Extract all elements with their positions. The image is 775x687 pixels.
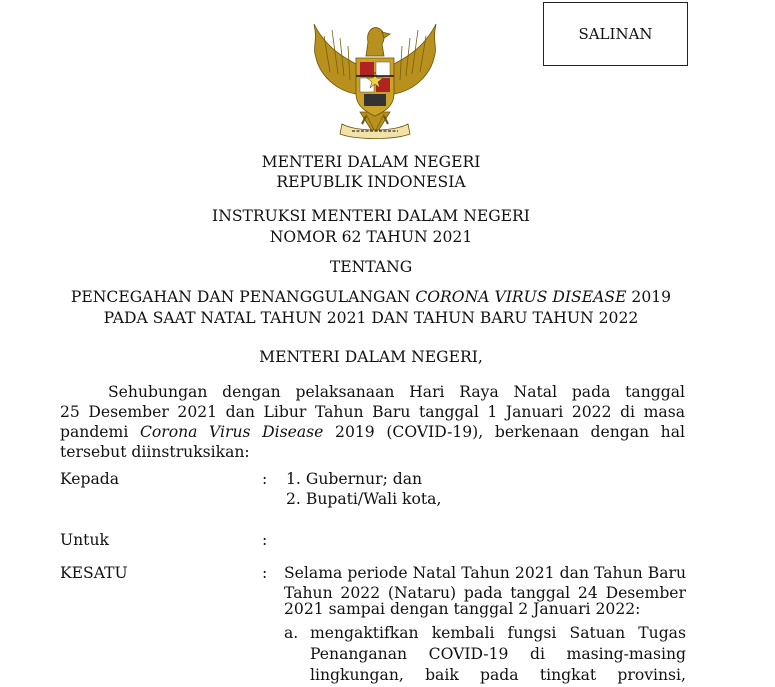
kepada-item-1	[286, 470, 422, 488]
preamble-line3	[60, 423, 685, 444]
salinan-stamp	[543, 2, 688, 66]
kesatu-item-a-line3: lingkungan, baik pada tingkat provinsi,	[310, 666, 686, 684]
preamble-line1: Sehubungan dengan pelaksanaan Hari Raya Natal pada tanggal	[108, 383, 685, 401]
kesatu-line1: Selama periode Natal Tahun 2021 dan Tahun Baru	[284, 564, 686, 582]
subject-line1	[0, 288, 742, 306]
subject-line1-a: PENCEGAHAN DAN PENANGGULANGAN	[70, 288, 416, 306]
kesatu-item-a-letter: a.	[284, 624, 299, 642]
garuda-emblem-icon	[300, 12, 450, 144]
subject-line2: PADA SAAT NATAL TAHUN 2021 DAN TAHUN BARU TAHUN 2022	[103, 309, 639, 327]
untuk-label: Untuk	[60, 531, 109, 549]
kepada-colon: :	[262, 470, 268, 488]
preamble-line2: 25 Desember 2021 dan Libur Tahun Baru tanggal 1 Januari 2022 di masa	[60, 403, 685, 421]
preamble-line4: tersebut diinstruksikan:	[60, 443, 250, 461]
kepada-item-2	[286, 490, 441, 508]
header-line2: REPUBLIK INDONESIA	[276, 173, 466, 191]
kesatu-label: KESATU	[60, 564, 128, 582]
kepada-item-text: Bupati/Wali kota,	[305, 490, 442, 508]
kepada-item-num: 1.	[286, 470, 301, 488]
kesatu-line3: 2021 sampai dengan tanggal 2 Januari 2022:	[284, 600, 641, 618]
preamble-line3-b: Corona Virus Disease	[139, 423, 324, 441]
untuk-colon: :	[262, 531, 268, 549]
subject-line1-b: CORONA VIRUS DISEASE	[415, 288, 627, 306]
kesatu-colon: :	[262, 564, 268, 582]
instruction-number: NOMOR 62 TAHUN 2021	[269, 228, 473, 246]
about-heading: TENTANG	[329, 258, 413, 276]
preamble-line3-a: pandemi	[60, 423, 140, 441]
kesatu-item-a-line1: mengaktifkan kembali fungsi Satuan Tugas	[310, 624, 686, 642]
subject-line1-c: 2019	[626, 288, 672, 306]
kepada-item-num: 2.	[286, 490, 301, 508]
addresser: MENTERI DALAM NEGERI,	[259, 348, 483, 366]
header-line1: MENTERI DALAM NEGERI	[261, 153, 481, 171]
salinan-label: SALINAN	[578, 25, 653, 43]
instruction-title: INSTRUKSI MENTERI DALAM NEGERI	[212, 207, 530, 225]
preamble-line3-c: 2019 (COVID-19), berkenaan dengan hal	[335, 423, 685, 441]
kepada-item-text: Gubernur; dan	[305, 470, 423, 488]
kesatu-item-a-line2: Penanganan COVID-19 di masing-masing	[310, 645, 686, 663]
kepada-label: Kepada	[60, 470, 120, 488]
kesatu-line2: Tahun 2022 (Nataru) pada tanggal 24 Desember	[284, 584, 686, 602]
